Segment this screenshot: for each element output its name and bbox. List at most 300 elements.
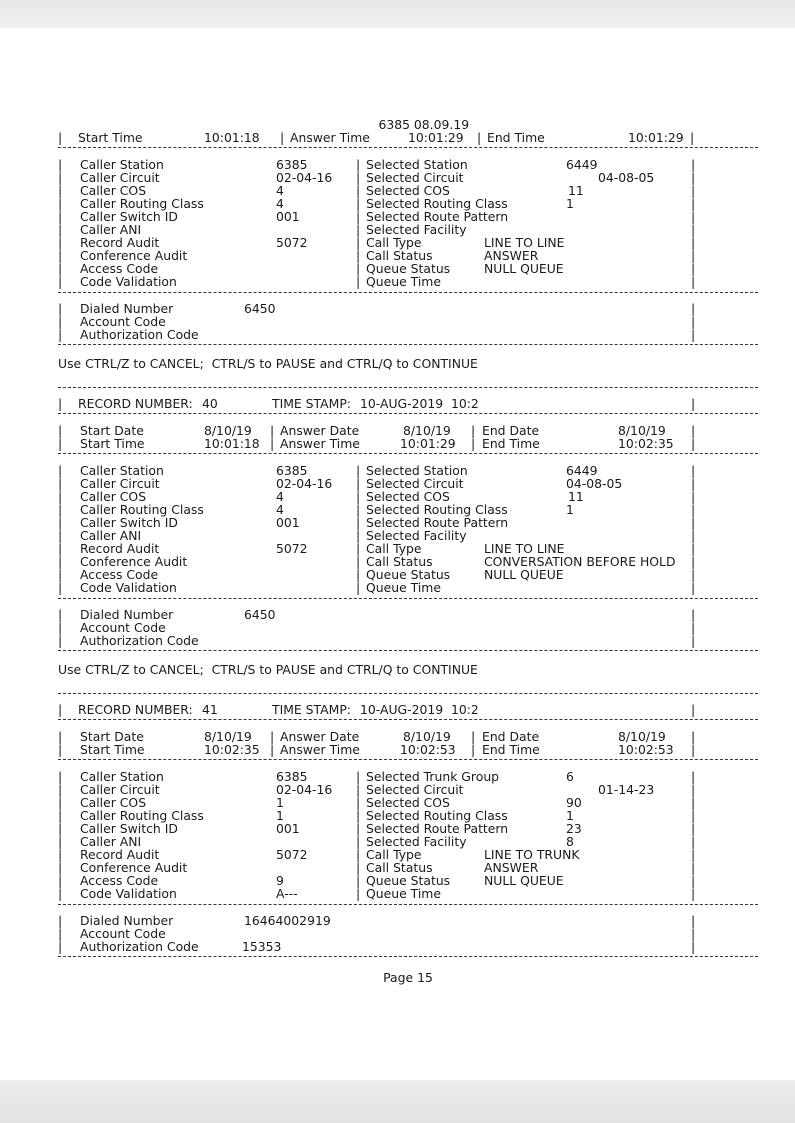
field-text: Conference Audit bbox=[80, 554, 188, 569]
column-separator: | bbox=[58, 567, 63, 582]
column-separator: | bbox=[691, 463, 696, 478]
column-separator: | bbox=[58, 301, 63, 316]
divider bbox=[58, 650, 758, 651]
field-text: 04-08-05 bbox=[598, 170, 655, 185]
field-text: Code Validation bbox=[80, 580, 177, 595]
divider bbox=[58, 387, 758, 388]
column-separator: | bbox=[58, 274, 63, 289]
field-text: Call Status bbox=[366, 860, 433, 875]
column-separator: | bbox=[58, 157, 63, 172]
column-separator: | bbox=[691, 248, 696, 263]
field-text: 10:01:18 bbox=[204, 130, 260, 145]
field-text: Selected Facility bbox=[366, 222, 467, 237]
column-separator: | bbox=[58, 463, 63, 478]
field-text: Queue Status bbox=[366, 567, 451, 582]
field-text: Start Time bbox=[78, 130, 143, 145]
column-separator: | bbox=[356, 886, 361, 901]
field-text: 9 bbox=[276, 873, 284, 888]
column-separator: | bbox=[58, 834, 63, 849]
page-number: Page 15 bbox=[383, 970, 433, 985]
column-separator: | bbox=[356, 860, 361, 875]
field-text: Conference Audit bbox=[80, 860, 188, 875]
field-text: Caller Routing Class bbox=[80, 196, 204, 211]
column-separator: | bbox=[691, 926, 696, 941]
field-text: Start Time bbox=[80, 436, 145, 451]
column-separator: | bbox=[356, 769, 361, 784]
column-separator: | bbox=[356, 274, 361, 289]
field-text: Call Status bbox=[366, 554, 433, 569]
field-text: 8/10/19 bbox=[204, 423, 252, 438]
column-separator: | bbox=[691, 742, 696, 757]
column-separator: | bbox=[270, 742, 275, 757]
field-text: Selected Routing Class bbox=[366, 502, 508, 517]
divider bbox=[58, 413, 758, 414]
divider bbox=[58, 344, 758, 345]
column-separator: | bbox=[58, 170, 63, 185]
field-text: 41 bbox=[202, 702, 218, 717]
field-text: Selected Circuit bbox=[366, 170, 464, 185]
time-row bbox=[58, 437, 758, 451]
field-text: Selected Circuit bbox=[366, 476, 464, 491]
field-text: Record Audit bbox=[80, 235, 160, 250]
field-text: Call Status bbox=[366, 248, 433, 263]
field-text: 6449 bbox=[566, 157, 598, 172]
column-separator: | bbox=[58, 396, 63, 411]
column-separator: | bbox=[691, 769, 696, 784]
column-separator: | bbox=[691, 314, 696, 329]
field-text: 02-04-16 bbox=[276, 170, 333, 185]
field-text: Call Type bbox=[366, 847, 422, 862]
field-text: Selected COS bbox=[366, 183, 450, 198]
divider bbox=[58, 598, 758, 599]
field-text: Caller Circuit bbox=[80, 170, 160, 185]
field-text: 90 bbox=[566, 795, 582, 810]
column-separator: | bbox=[58, 580, 63, 595]
column-separator: | bbox=[471, 436, 476, 451]
column-separator: | bbox=[691, 528, 696, 543]
column-separator: | bbox=[356, 463, 361, 478]
field-text: 6450 bbox=[244, 301, 276, 316]
field-text: Queue Status bbox=[366, 261, 451, 276]
field-text: 16464002919 bbox=[244, 913, 331, 928]
column-separator: | bbox=[471, 423, 476, 438]
field-text: 01-14-23 bbox=[598, 782, 655, 797]
field-text: LINE TO LINE bbox=[484, 235, 565, 250]
field-text: Selected Routing Class bbox=[366, 808, 508, 823]
field-text: 8/10/19 bbox=[403, 729, 451, 744]
column-separator: | bbox=[691, 795, 696, 810]
field-text: Caller Circuit bbox=[80, 782, 160, 797]
field-text: Account Code bbox=[80, 620, 166, 635]
column-separator: | bbox=[691, 235, 696, 250]
column-separator: | bbox=[58, 554, 63, 569]
column-separator: | bbox=[58, 633, 63, 648]
field-text: Access Code bbox=[80, 873, 159, 888]
dial-row bbox=[58, 634, 758, 648]
field-text: Selected COS bbox=[366, 795, 450, 810]
field-text: 4 bbox=[276, 489, 284, 504]
column-separator: | bbox=[356, 489, 361, 504]
column-separator: | bbox=[356, 580, 361, 595]
column-separator: | bbox=[356, 502, 361, 517]
field-text: Start Date bbox=[80, 423, 144, 438]
column-separator: | bbox=[58, 860, 63, 875]
field-text: ANSWER bbox=[484, 860, 539, 875]
field-text: 8/10/19 bbox=[403, 423, 451, 438]
column-separator: | bbox=[58, 702, 63, 717]
column-separator: | bbox=[691, 301, 696, 316]
field-text: Queue Time bbox=[366, 274, 441, 289]
field-text: 5072 bbox=[276, 541, 308, 556]
column-separator: | bbox=[356, 235, 361, 250]
divider bbox=[58, 147, 758, 148]
column-separator: | bbox=[356, 528, 361, 543]
column-separator: | bbox=[356, 222, 361, 237]
column-separator: | bbox=[691, 222, 696, 237]
field-text: Selected Routing Class bbox=[366, 196, 508, 211]
field-text: End Date bbox=[482, 729, 540, 744]
field-text: Dialed Number bbox=[80, 301, 174, 316]
column-separator: | bbox=[471, 729, 476, 744]
field-text: Answer Date bbox=[280, 423, 360, 438]
column-separator: | bbox=[691, 860, 696, 875]
field-text: 001 bbox=[276, 209, 300, 224]
field-text: 4 bbox=[276, 502, 284, 517]
field-text: Start Time bbox=[80, 742, 145, 757]
field-text: End Time bbox=[482, 742, 540, 757]
field-text: 10:02:35 bbox=[618, 436, 674, 451]
field-text: 02-04-16 bbox=[276, 782, 333, 797]
field-text: 5072 bbox=[276, 847, 308, 862]
field-text: 1 bbox=[566, 502, 574, 517]
column-separator: | bbox=[691, 157, 696, 172]
column-separator: | bbox=[58, 795, 63, 810]
column-separator: | bbox=[58, 209, 63, 224]
column-separator: | bbox=[691, 580, 696, 595]
field-text: Selected Route Pattern bbox=[366, 821, 509, 836]
field-text: Selected COS bbox=[366, 489, 450, 504]
column-separator: | bbox=[691, 729, 696, 744]
column-separator: | bbox=[58, 502, 63, 517]
field-text: 10:02:35 bbox=[204, 742, 260, 757]
column-separator: | bbox=[691, 847, 696, 862]
divider bbox=[58, 453, 758, 454]
field-text: 4 bbox=[276, 183, 284, 198]
field-text: Caller ANI bbox=[80, 834, 142, 849]
timing-row bbox=[58, 131, 758, 145]
field-text: 001 bbox=[276, 515, 300, 530]
column-separator: | bbox=[691, 274, 696, 289]
column-separator: | bbox=[691, 423, 696, 438]
column-separator: | bbox=[691, 782, 696, 797]
field-text: Caller Circuit bbox=[80, 476, 160, 491]
field-text: 11 bbox=[568, 489, 584, 504]
field-text: Dialed Number bbox=[80, 607, 174, 622]
field-text: 10:02:53 bbox=[618, 742, 674, 757]
field-text: RECORD NUMBER: bbox=[78, 396, 193, 411]
field-text: 10-AUG-2019 10:2 bbox=[360, 396, 479, 411]
column-separator: | bbox=[356, 261, 361, 276]
field-text: 1 bbox=[276, 795, 284, 810]
field-text: 10:01:18 bbox=[204, 436, 260, 451]
field-text: 6385 bbox=[276, 157, 308, 172]
column-separator: | bbox=[356, 183, 361, 198]
field-text: 1 bbox=[566, 808, 574, 823]
column-separator: | bbox=[691, 554, 696, 569]
column-separator: | bbox=[356, 554, 361, 569]
field-text: Account Code bbox=[80, 314, 166, 329]
field-text: 8/10/19 bbox=[618, 729, 666, 744]
column-separator: | bbox=[691, 209, 696, 224]
column-separator: | bbox=[356, 782, 361, 797]
column-separator: | bbox=[691, 515, 696, 530]
field-text: CONVERSATION BEFORE HOLD bbox=[484, 554, 676, 569]
field-text: 10:02:53 bbox=[400, 742, 456, 757]
field-text: Selected Route Pattern bbox=[366, 209, 509, 224]
field-text: Call Type bbox=[366, 541, 422, 556]
column-separator: | bbox=[58, 607, 63, 622]
column-separator: | bbox=[58, 261, 63, 276]
column-separator: | bbox=[356, 847, 361, 862]
column-separator: | bbox=[58, 528, 63, 543]
column-separator: | bbox=[356, 795, 361, 810]
column-separator: | bbox=[58, 541, 63, 556]
column-separator: | bbox=[58, 196, 63, 211]
field-text: 23 bbox=[566, 821, 582, 836]
field-text: NULL QUEUE bbox=[484, 873, 564, 888]
field-text: 1 bbox=[566, 196, 574, 211]
divider bbox=[58, 719, 758, 720]
field-text: ANSWER bbox=[484, 248, 539, 263]
field-text: Caller Station bbox=[80, 463, 164, 478]
field-text: Answer Date bbox=[280, 729, 360, 744]
column-separator: | bbox=[356, 873, 361, 888]
field-text: 6 bbox=[566, 769, 574, 784]
column-separator: | bbox=[58, 782, 63, 797]
header-title: 6385 08.09.19 bbox=[378, 117, 470, 132]
field-text: End Time bbox=[482, 436, 540, 451]
field-text: LINE TO LINE bbox=[484, 541, 565, 556]
field-text: 4 bbox=[276, 196, 284, 211]
column-separator: | bbox=[691, 633, 696, 648]
column-separator: | bbox=[58, 476, 63, 491]
column-separator: | bbox=[356, 808, 361, 823]
column-separator: | bbox=[356, 515, 361, 530]
field-text: 15353 bbox=[242, 939, 282, 954]
field-text: 6450 bbox=[244, 607, 276, 622]
column-separator: | bbox=[58, 847, 63, 862]
column-separator: | bbox=[356, 476, 361, 491]
field-text: 04-08-05 bbox=[566, 476, 623, 491]
field-text: Access Code bbox=[80, 567, 159, 582]
column-separator: | bbox=[691, 261, 696, 276]
field-text: TIME STAMP: bbox=[272, 396, 351, 411]
field-text: Caller Switch ID bbox=[80, 515, 178, 530]
field-row bbox=[58, 275, 758, 289]
field-text: Caller ANI bbox=[80, 528, 142, 543]
scan-border-top bbox=[0, 0, 795, 28]
field-text: 1 bbox=[276, 808, 284, 823]
column-separator: | bbox=[270, 436, 275, 451]
field-text: 10:01:29 bbox=[628, 130, 684, 145]
field-text: 5072 bbox=[276, 235, 308, 250]
field-text: NULL QUEUE bbox=[484, 261, 564, 276]
field-row bbox=[58, 887, 758, 901]
field-text: 40 bbox=[202, 396, 218, 411]
column-separator: | bbox=[58, 235, 63, 250]
time-row bbox=[58, 743, 758, 757]
column-separator: | bbox=[691, 620, 696, 635]
field-text: Caller Switch ID bbox=[80, 821, 178, 836]
field-text: Authorization Code bbox=[80, 633, 199, 648]
field-text: A--- bbox=[276, 886, 298, 901]
column-separator: | bbox=[58, 248, 63, 263]
field-text: Call Type bbox=[366, 235, 422, 250]
field-text: 6449 bbox=[566, 463, 598, 478]
divider bbox=[58, 759, 758, 760]
column-separator: | bbox=[58, 742, 63, 757]
field-text: End Time bbox=[487, 130, 545, 145]
field-text: Selected Station bbox=[366, 463, 468, 478]
column-separator: | bbox=[356, 541, 361, 556]
field-text: Queue Time bbox=[366, 886, 441, 901]
column-separator: | bbox=[356, 170, 361, 185]
field-text: Authorization Code bbox=[80, 327, 199, 342]
column-separator: | bbox=[691, 834, 696, 849]
column-separator: | bbox=[356, 834, 361, 849]
field-text: Caller Switch ID bbox=[80, 209, 178, 224]
field-text: Selected Station bbox=[366, 157, 468, 172]
column-separator: | bbox=[691, 886, 696, 901]
field-text: 10-AUG-2019 10:2 bbox=[360, 702, 479, 717]
field-text: 11 bbox=[568, 183, 584, 198]
column-separator: | bbox=[691, 541, 696, 556]
column-separator: | bbox=[58, 939, 63, 954]
column-separator: | bbox=[691, 170, 696, 185]
field-text: Record Audit bbox=[80, 541, 160, 556]
column-separator: | bbox=[471, 742, 476, 757]
column-separator: | bbox=[270, 729, 275, 744]
field-text: Code Validation bbox=[80, 274, 177, 289]
field-text: Selected Facility bbox=[366, 834, 467, 849]
column-separator: | bbox=[691, 183, 696, 198]
column-separator: | bbox=[58, 423, 63, 438]
field-text: Start Date bbox=[80, 729, 144, 744]
column-separator: | bbox=[691, 702, 696, 717]
field-text: 10:01:29 bbox=[408, 130, 464, 145]
column-separator: | bbox=[58, 327, 63, 342]
divider bbox=[58, 292, 758, 293]
column-separator: | bbox=[691, 327, 696, 342]
field-text: Queue Status bbox=[366, 873, 451, 888]
field-text: TIME STAMP: bbox=[272, 702, 351, 717]
field-text: Account Code bbox=[80, 926, 166, 941]
column-separator: | bbox=[356, 821, 361, 836]
field-text: Caller COS bbox=[80, 795, 147, 810]
column-separator: | bbox=[58, 489, 63, 504]
field-text: End Date bbox=[482, 423, 540, 438]
field-text: Answer Time bbox=[290, 130, 370, 145]
column-separator: | bbox=[691, 476, 696, 491]
field-text: NULL QUEUE bbox=[484, 567, 564, 582]
column-separator: | bbox=[356, 157, 361, 172]
column-separator: | bbox=[58, 222, 63, 237]
column-separator: | bbox=[58, 515, 63, 530]
column-separator: | bbox=[690, 130, 695, 145]
divider bbox=[58, 904, 758, 905]
column-separator: | bbox=[356, 248, 361, 263]
record-number-row bbox=[58, 397, 758, 411]
field-text: Caller COS bbox=[80, 183, 147, 198]
column-separator: | bbox=[691, 502, 696, 517]
dial-row bbox=[58, 328, 758, 342]
divider bbox=[58, 693, 758, 694]
field-text: Caller ANI bbox=[80, 222, 142, 237]
field-text: Selected Trunk Group bbox=[366, 769, 500, 784]
field-text: Caller Routing Class bbox=[80, 808, 204, 823]
column-separator: | bbox=[58, 873, 63, 888]
field-text: Caller Station bbox=[80, 769, 164, 784]
column-separator: | bbox=[58, 314, 63, 329]
field-text: Access Code bbox=[80, 261, 159, 276]
column-separator: | bbox=[58, 436, 63, 451]
field-text: Answer Time bbox=[280, 436, 360, 451]
column-separator: | bbox=[691, 913, 696, 928]
field-text: 6385 bbox=[276, 463, 308, 478]
field-text: Selected Facility bbox=[366, 528, 467, 543]
column-separator: | bbox=[58, 821, 63, 836]
column-separator: | bbox=[58, 620, 63, 635]
column-separator: | bbox=[356, 567, 361, 582]
field-text: 8/10/19 bbox=[618, 423, 666, 438]
column-separator: | bbox=[58, 913, 63, 928]
column-separator: | bbox=[691, 567, 696, 582]
column-separator: | bbox=[58, 926, 63, 941]
field-text: Dialed Number bbox=[80, 913, 174, 928]
field-text: Caller COS bbox=[80, 489, 147, 504]
field-text: LINE TO TRUNK bbox=[484, 847, 580, 862]
field-text: 001 bbox=[276, 821, 300, 836]
scan-border-bottom bbox=[0, 1080, 795, 1123]
field-text: 02-04-16 bbox=[276, 476, 333, 491]
field-text: Selected Circuit bbox=[366, 782, 464, 797]
field-text: Record Audit bbox=[80, 847, 160, 862]
field-text: 10:01:29 bbox=[400, 436, 456, 451]
field-text: Queue Time bbox=[366, 580, 441, 595]
field-text: Code Validation bbox=[80, 886, 177, 901]
column-separator: | bbox=[691, 873, 696, 888]
field-text: Authorization Code bbox=[80, 939, 199, 954]
column-separator: | bbox=[691, 396, 696, 411]
column-separator: | bbox=[356, 196, 361, 211]
column-separator: | bbox=[58, 769, 63, 784]
record-number-row bbox=[58, 703, 758, 717]
column-separator: | bbox=[58, 808, 63, 823]
instruction-text: Use CTRL/Z to CANCEL; CTRL/S to PAUSE and CTRL/Q to CONTINUE bbox=[58, 356, 478, 371]
field-text: Conference Audit bbox=[80, 248, 188, 263]
field-text: Answer Time bbox=[280, 742, 360, 757]
field-text: Selected Route Pattern bbox=[366, 515, 509, 530]
column-separator: | bbox=[691, 808, 696, 823]
field-row bbox=[58, 581, 758, 595]
column-separator: | bbox=[58, 729, 63, 744]
column-separator: | bbox=[691, 196, 696, 211]
column-separator: | bbox=[691, 607, 696, 622]
field-text: 8 bbox=[566, 834, 574, 849]
instruction-text: Use CTRL/Z to CANCEL; CTRL/S to PAUSE and CTRL/Q to CONTINUE bbox=[58, 662, 478, 677]
column-separator: | bbox=[58, 183, 63, 198]
column-separator: | bbox=[691, 821, 696, 836]
